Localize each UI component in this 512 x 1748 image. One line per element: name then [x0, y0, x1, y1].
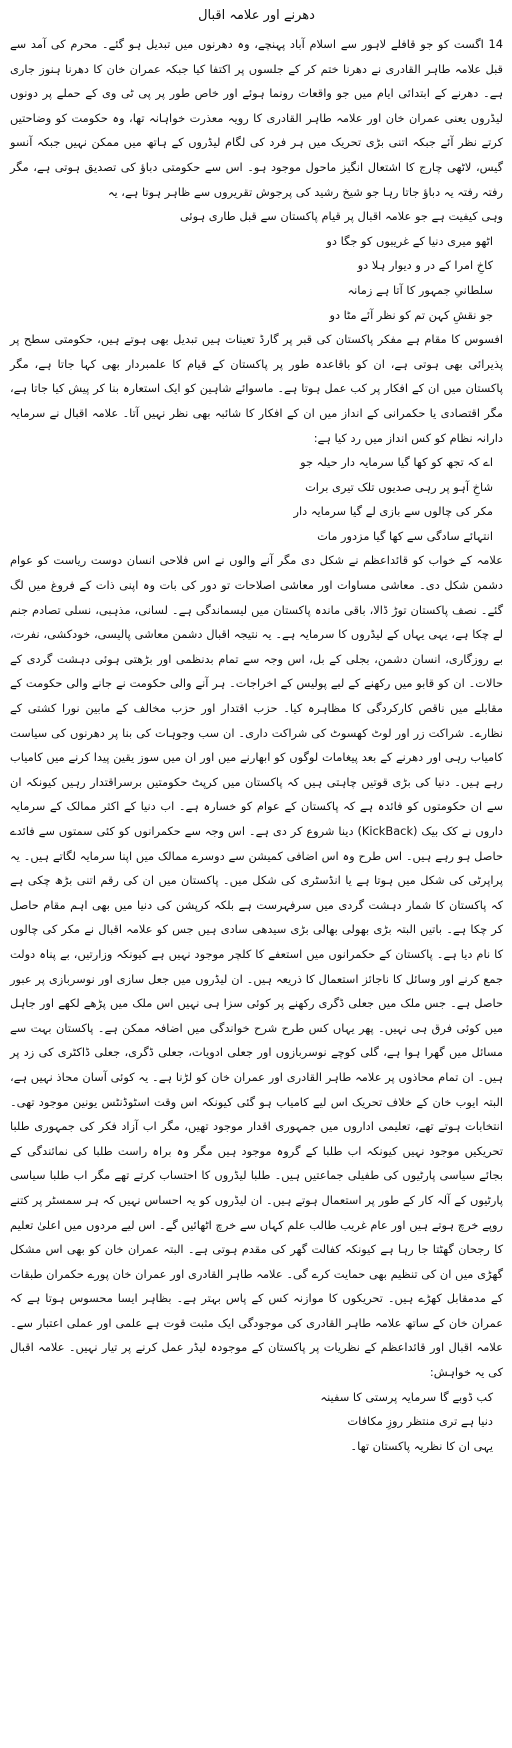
poem-verse: سلطانیِ جمہور کا آتا ہے زمانہ	[347, 282, 493, 297]
poem-verse: شاخِ آہو پر رہی صدیوں تلک تیری برات	[305, 479, 493, 494]
article-title: دھرنے اور علامہ اقبال	[198, 8, 315, 23]
poem-verse: اٹھو میری دنیا کے غریبوں کو جگا دو	[326, 233, 493, 248]
article-body	[10, 32, 503, 1458]
poem-verse: کاخِ امرا کے در و دیوار ہلا دو	[357, 258, 493, 273]
poem-verse: کب ڈوبے گا سرمایہ پرستی کا سفینہ	[320, 1389, 493, 1404]
poem-verse: جو نقشِ کہن تم کو نظر آئے مٹا دو	[329, 307, 493, 322]
poem-block-1	[10, 229, 503, 327]
poem-verse: اے کہ تجھ کو کھا گیا سرمایہ دار حیلہ جو	[300, 455, 493, 470]
closing-line: یہی ان کا نظریہ پاکستان تھا۔	[350, 1438, 493, 1453]
poem-verse: مکر کی چالوں سے بازی لے گیا سرمایہ دار	[293, 504, 493, 519]
paragraph-intro: 14 اگست کو جو قافلے لاہور سے اسلام آباد پہنچے، وہ دھرنوں میں تبدیل ہو گئے۔ محرم کی آمد سے قبل علامہ طاہر القادری نے دھرنا ختم کر کے جلسوں پر اکتفا کیا جبکہ عمران خان کا دھرنا ہنوز جاری ہے۔ دھرنے کے ابتدائی ایام میں جو واقعات رونما ہوئے اور خاص طور پر پی ٹی وی کے حملے پر دونوں لیڈروں یعنی عمران خان اور علامہ طاہر القادری کا رویہ معذرت خواہانہ تھا، وہ حکومت کو وضاحتیں کرتے نظر آئے جبکہ اتنی بڑی تحریک میں ہر فرد کی لگام لیڈروں کے ہاتھ میں ممکن نہیں جبکہ آنسو گیس، لاٹھی چارج کا اشتعال انگیز ماحول موجود ہو۔ اس سے حکومتی دباؤ کی تصدیق ہوتی ہے، مگر رفتہ رفتہ یہ دباؤ جاتا رہا جو شیخ رشید کی پرجوش تقریروں سے ظاہر ہوتا ہے، یہ	[10, 37, 503, 199]
poem-block-3	[10, 1385, 503, 1459]
paragraph-main: علامہ کے خواب کو قائداعظم نے شکل دی مگر آنے والوں نے اس فلاحی انسان دوست ریاست کو عوام دشمن شکل دی۔ معاشی مساوات اور معاشی اصلاحات تو دور کی بات وہ اپنی ذات کے فروغ میں لگ گئے۔ نصف پاکستان توڑ ڈالا، باقی ماندہ پاکستان میں لیسماندگی ہے۔ لسانی، مذہبی، نسلی تصادم جنم لے چکا ہے، یہی یہاں کے لیڈروں کا سرمایہ ہے۔ یہ نتیجہ اقبال دشمن معاشی پالیسی، خودکشی، نفرت، بے روزگاری، انسان دشمن، بجلی کے بل، اس وجہ سے تمام بدنظمی اور بڑھتی ہوئی دہشت گردی کے حالات۔ ان کو قابو میں رکھنے کے لیے پولیس کے اخراجات۔ ہر آنے والی حکومت نے جانے والی حکومت کے مقابلے میں ناقص کارکردگی کا مظاہرہ کیا۔ حزب اقتدار اور حزب مخالف کے مابین نورا کشتی کے نظارے۔ شراکت زر اور لوٹ کھسوٹ کی شراکت داری۔ ان سب وجوہات کی بنا پر دھرنوں کی سیاست کامیاب رہی اور دھرنے کے بعد پیغامات لوگوں کو ابھارنے میں اور ان میں سوز یقین پیدا کرنے میں کامیاب رہے ہیں۔ دنیا کی بڑی قوتیں چاہتی ہیں کہ پاکستان میں کرپٹ حکومتیں برسراقتدار رہیں کیونکہ ان سے ان حکومتوں کو فائدہ ہے کہ پاکستان کے عوام کو خسارہ ہے۔ اب دنیا کے اکثر ممالک کے سرمایہ داروں نے کک بیک (KickBack) دینا شروع کر دی ہے۔ اس وجہ سے حکمرانوں کو کئی سمتوں سے فائدے حاصل ہو رہے ہیں۔ اس طرح وہ اس اضافی کمیشن سے دوسرے ممالک میں اپنا سرمایہ لگاتے ہیں۔ یہ پراپرٹی کی شکل میں ہوتا ہے یا انڈسٹری کی شکل میں۔ پاکستان میں ان کی رقم اتنی بڑھ چکی ہے کہ پاکستان کا شمار دہشت گردی میں سرفہرست ہے بلکہ کرپشن کی دنیا میں بھی اہم مقام حاصل کر چکا ہے۔ باتیں البتہ بڑی بھولی بھالی بڑی سیدھی سادی ہیں جس کو علامہ اقبال نے مکر کی چالوں کا نام دیا ہے۔ پاکستان کے حکمرانوں میں استعفے کا کلچر موجود نہیں ہے کیونکہ وزارتیں، بے پناہ دولت جمع کرنے اور وسائل کا ناجائز استعمال کا ذریعہ ہیں۔ ان لیڈروں میں جعل سازی اور نوسربازی پر عبور حاصل ہے۔ جس ملک میں جعلی ڈگری رکھنے پر کوئی سزا ہی نہیں اس ملک میں پڑھے لکھے اور جاہل میں کوئی فرق ہی نہیں۔ پھر یہاں کس طرح شرح خواندگی میں اضافہ ممکن ہے۔ پاکستان بہت سے مسائل میں گھرا ہوا ہے، گلی کوچے نوسربازوں اور جعلی ادویات، جعلی ڈگری، جعلی ڈاکٹری کی زد پر ہیں۔ ان تمام محاذوں پر علامہ طاہر القادری اور عمران خان کو لڑنا ہے۔ یہ کوئی آسان محاذ نہیں ہے، البتہ ایوب خان کے خلاف تحریک اس لیے کامیاب ہو گئی کیونکہ اس وقت اسٹوڈنٹس یونین موجود تھی۔ انتخابات ہوتے تھے، تعلیمی اداروں میں جمہوری اقدار موجود تھیں، مگر اب آزاد فکر کی جمہوری طلبا تحریکیں موجود نہیں کیونکہ اب طلبا کے گروہ موجود ہیں مگر وہ براہ راست طلبا کی نمائندگی کے بجائے سیاسی پارٹیوں کی طفیلی جماعتیں ہیں۔ طلبا لیڈروں کا احتساب کرتے تھے مگر اب طلبا سیاسی پارٹیوں کے آلہ کار کے طور پر استعمال ہوتے ہیں۔ ان لیڈروں کو یہ احساس نہیں کہ ہر سمسٹر پر کتنے روپے خرچ ہوتے ہیں اور عام غریب طالب علم کہاں سے خرچ اٹھائیں گے۔ اس لیے مردوں میں اعلیٰ تعلیم کا رجحان گھٹتا جا رہا ہے کیونکہ کفالت گھر کی مقدم ہوتی ہے۔ البتہ عمران خان کو بھی اس مشکل گھڑی میں ان کی تنظیم بھی حمایت کرے گی۔ علامہ طاہر القادری اور عمران خان پورے حکمران طبقات کے مدمقابل کھڑے ہیں۔ تحریکوں کا موازنہ کس کے پاس بہتر ہے۔ بظاہر ایسا محسوس ہوتا ہے کہ عمران خان کے ساتھ علامہ طاہر القادری کی موجودگی ایک مثبت قوت ہے علمی اور عملی اعتبار سے۔ علامہ اقبال اور قائداعظم کے نظریات پر پاکستان کے موجودہ لیڈر عمل کرنے پر تیار نہیں۔ علامہ اقبال کی یہ خواہش:	[10, 553, 503, 1380]
poem-block-2	[10, 450, 503, 548]
paragraph-mazar: افسوس کا مقام ہے مفکر پاکستان کی قبر پر گارڈ تعینات ہیں تبدیل بھی ہوتے ہیں، حکومتی سطح پر پذیرائی بھی ہوتی ہے، ان کو باقاعدہ طور پر پاکستان کے قیام کا علمبردار بھی کہا جاتا ہے، مگر پاکستان میں ان کے افکار پر کب عمل ہوتا ہے۔ ماسوائے شاہین کو ایک استعارہ بنا کر پیش کیا جاتا ہے، مگر اقتصادی یا حکمرانی کے انداز میں ان کے افکار کا شائبہ بھی نظر نہیں آتا۔ علامہ اقبال نے سرمایہ دارانہ نظام کو کس انداز میں رد کیا ہے:	[10, 332, 503, 445]
poem-verse: انتہائے سادگی سے کھا گیا مزدور مات	[317, 528, 493, 543]
poem-verse: دنیا ہے تری منتظر روزِ مکافات	[347, 1414, 493, 1429]
paragraph-iqbal-mood: وہی کیفیت ہے جو علامہ اقبال پر قیام پاکستان سے قبل طاری ہوئی	[179, 209, 503, 224]
